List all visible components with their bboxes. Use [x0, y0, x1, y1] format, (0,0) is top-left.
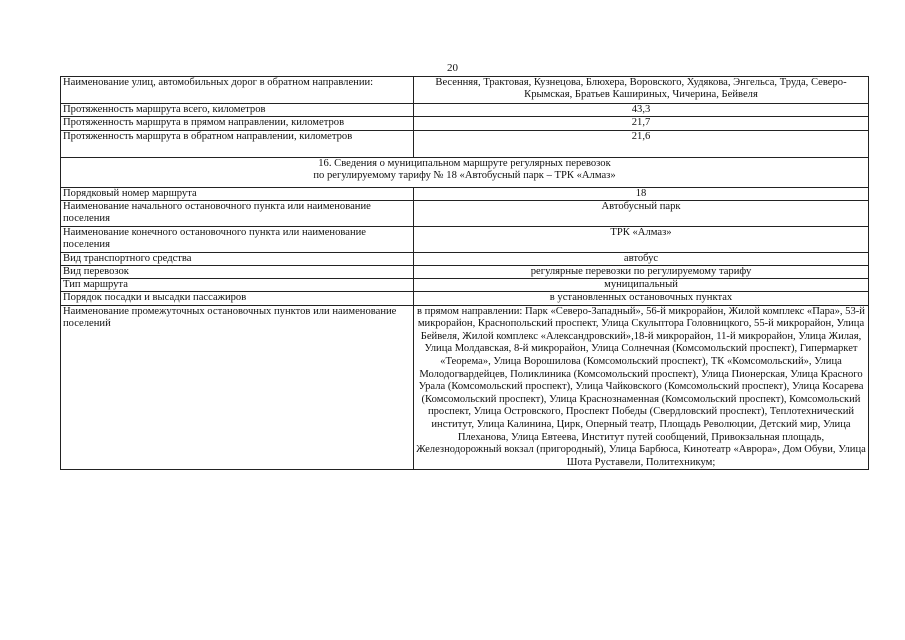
row-value: 21,7 [414, 117, 869, 131]
row-label: Протяженность маршрута в обратном направлении, километров [61, 131, 414, 158]
row-value: 21,6 [414, 131, 869, 158]
row-value: Весенняя, Трактовая, Кузнецова, Блюхера, Воровского, Худякова, Энгельса, Труда, Северо-Крымская, Братьев Кашириных, Чичерина, Бейвеля [414, 77, 869, 104]
row-value: 18 [414, 188, 869, 201]
table-row [61, 77, 869, 104]
row-label: Тип маршрута [61, 279, 414, 292]
row-value: Автобусный парк [414, 201, 869, 227]
route-info-table [60, 76, 869, 470]
section-heading [61, 158, 869, 188]
row-label: Наименование конечного остановочного пункта или наименование поселения [61, 227, 414, 253]
table-row [61, 201, 869, 227]
row-label: Вид перевозок [61, 266, 414, 279]
table-row [61, 305, 869, 470]
row-label: Наименование улиц, автомобильных дорог в обратном направлении: [61, 77, 414, 104]
row-value: муниципальный [414, 279, 869, 292]
stops-list: в прямом направлении: Парк «Северо-Западный», 56-й микрорайон, Жилой комплекс «Пара», 53-й микрорайон, Краснопольский проспект, Улица Скульптора Головницкого, 55-й микрорайон, Улица Бейвеля, Жилой комплекс «Александровский»,18-й микрорайон, 11-й микрорайон, Улица Жилая, Улица Молдавская, 8-й микрорайон, Улица Солнечная (Комсомольский проспект), Гипермаркет «Теорема», Улица Ворошилова (Комсомольский проспект), ТК «Комсомольский», Улица Молодогвардейцев, Поликлиника (Комсомольский проспект), Улица Пионерская, Улица Красного Урала (Комсомольский проспект), Улица Чайковского (Комсомольский проспект), Улица Косарева (Комсомольский проспект), Улица Краснознаменная (Комсомольский проспект), Комсомольский проспект, Улица Островского, Проспект Победы (Свердловский проспект), Теплотехнический институт, Улица Калинина, Цирк, Оперный театр, Площадь Революции, Детский мир, Улица Плеханова, Улица Евтеева, Институт путей сообщений, Привокзальная площадь, Железнодорожный вокзал (пригородный), Улица Барбюса, Кинотеатр «Аврора», Дом Обуви, Улица Шота Руставели, Политехникум; [414, 305, 869, 470]
table-row [61, 266, 869, 279]
row-value: в установленных остановочных пунктах [414, 292, 869, 305]
table-row [61, 131, 869, 158]
row-label: Наименование начального остановочного пункта или наименование поселения [61, 201, 414, 227]
section-heading-row [61, 158, 869, 188]
table-row [61, 292, 869, 305]
section-heading-line-1: 16. Сведения о муниципальном маршруте регулярных перевозок [318, 158, 611, 170]
row-value: автобус [414, 253, 869, 266]
table-row [61, 188, 869, 201]
row-label: Наименование промежуточных остановочных пунктов или наименование поселений [61, 305, 414, 470]
row-label: Вид транспортного средства [61, 253, 414, 266]
row-label: Порядок посадки и высадки пассажиров [61, 292, 414, 305]
row-value: регулярные перевозки по регулируемому тарифу [414, 266, 869, 279]
row-label: Протяженность маршрута в прямом направлении, километров [61, 117, 414, 131]
page-number: 20 [447, 62, 458, 74]
row-value: 43,3 [414, 104, 869, 117]
row-value: ТРК «Алмаз» [414, 227, 869, 253]
table-row [61, 104, 869, 117]
table-row [61, 279, 869, 292]
table-row [61, 253, 869, 266]
row-label: Порядковый номер маршрута [61, 188, 414, 201]
table-row [61, 117, 869, 131]
row-label: Протяженность маршрута всего, километров [61, 104, 414, 117]
section-heading-line-2: по регулируемому тарифу № 18 «Автобусный парк – ТРК «Алмаз» [313, 170, 616, 182]
table-row [61, 227, 869, 253]
